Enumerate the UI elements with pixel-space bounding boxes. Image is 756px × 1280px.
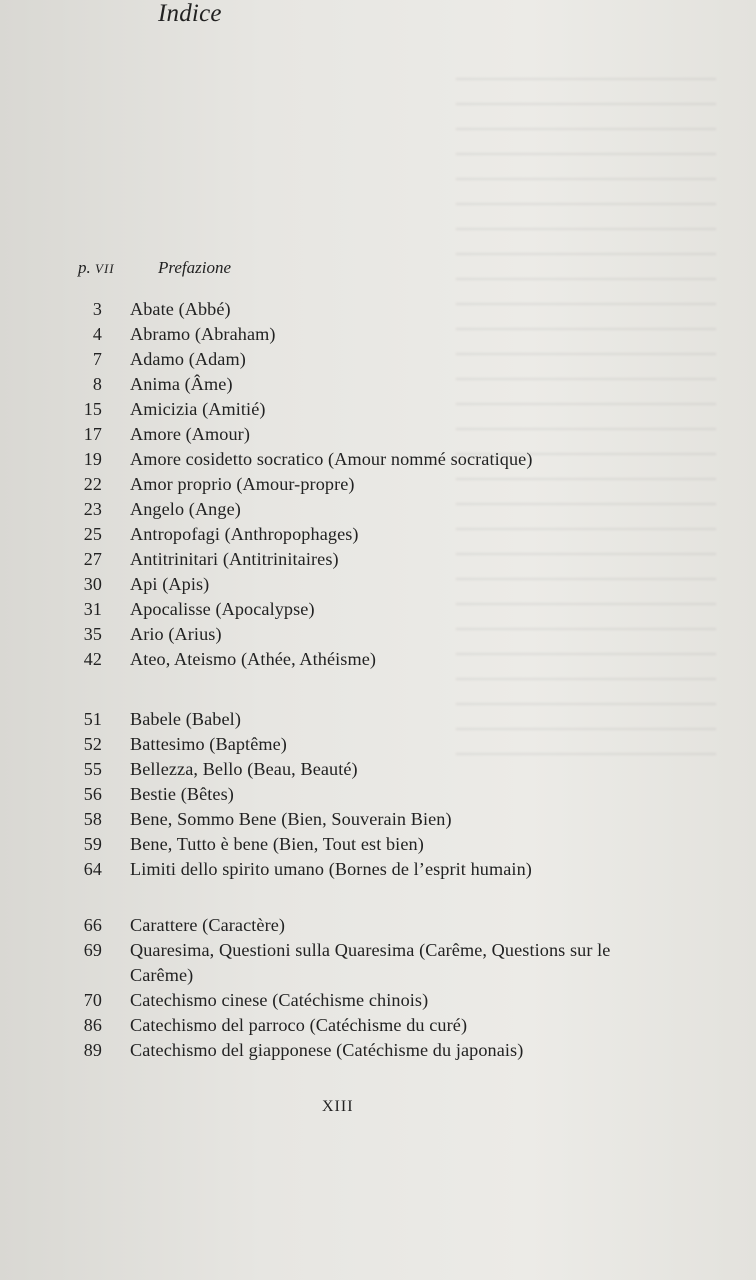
entry-title: Bene, Sommo Bene (Bien, Souverain Bien) (130, 809, 452, 829)
index-entry (0, 857, 756, 882)
entry-page-number: 51 (83, 709, 102, 729)
entry-page-number: 55 (83, 759, 102, 779)
entry-page-number: 17 (83, 424, 102, 444)
preface-page-reference (78, 258, 158, 278)
entry-page-number: 27 (83, 549, 102, 569)
entry-title: Antitrinitari (Antitrinitaires) (130, 549, 339, 569)
index-entry (0, 1013, 756, 1038)
entry-title: Bene, Tutto è bene (Bien, Tout est bien) (130, 834, 424, 854)
index-entry (0, 757, 756, 782)
index-entry (0, 372, 756, 397)
entry-title: Amore (Amour) (130, 424, 250, 444)
entry-title: Abramo (Abraham) (130, 324, 276, 344)
entry-page-number: 56 (83, 784, 102, 804)
index-entry (0, 472, 756, 497)
index-entry (0, 572, 756, 597)
entry-title: Catechismo del parroco (Catéchisme du curé) (130, 1015, 468, 1035)
entry-page-number: 30 (83, 574, 102, 594)
index-entry (0, 1038, 756, 1063)
entry-page-number: 8 (92, 374, 102, 394)
index-entry (0, 782, 756, 807)
entry-title: Ario (Arius) (130, 624, 222, 644)
entry-title: Angelo (Ange) (130, 499, 241, 519)
roman-page-number: VII (95, 261, 115, 276)
entry-page-number: 4 (92, 324, 102, 344)
entry-title: Babele (Babel) (130, 709, 241, 729)
entry-title: Amor proprio (Amour-propre) (130, 474, 355, 494)
entry-page-number: 23 (83, 499, 102, 519)
entry-title: Catechismo del giapponese (Catéchisme du japonais) (130, 1040, 524, 1060)
index-section-c (0, 913, 756, 1063)
index-entry (0, 707, 756, 732)
index-entry (0, 522, 756, 547)
entry-page-number: 42 (83, 649, 102, 669)
index-entry (0, 913, 756, 938)
index-entry (0, 988, 756, 1013)
entry-page-number: 35 (83, 624, 102, 644)
page-prefix: p. (78, 258, 91, 277)
entry-title: Carattere (Caractère) (130, 915, 286, 935)
index-entry (0, 297, 756, 322)
entry-title: Api (Apis) (130, 574, 210, 594)
index-entry (0, 547, 756, 572)
index-section-b (0, 707, 756, 882)
preface-entry (78, 258, 231, 278)
entry-title: Quaresima, Questioni sulla Quaresima (Carême, Questions sur le Carême) (130, 940, 611, 985)
entry-page-number: 15 (83, 399, 102, 419)
index-entry (0, 622, 756, 647)
index-entry (0, 422, 756, 447)
entry-title: Adamo (Adam) (130, 349, 246, 369)
entry-title: Apocalisse (Apocalypse) (130, 599, 315, 619)
entry-page-number: 89 (83, 1040, 102, 1060)
entry-page-number: 64 (83, 859, 102, 879)
entry-page-number: 7 (92, 349, 102, 369)
entry-page-number: 22 (83, 474, 102, 494)
entry-page-number: 69 (83, 940, 102, 960)
entry-title: Catechismo cinese (Catéchisme chinois) (130, 990, 429, 1010)
index-entry (0, 347, 756, 372)
entry-title: Limiti dello spirito umano (Bornes de l’esprit humain) (130, 859, 532, 879)
entry-page-number: 25 (83, 524, 102, 544)
index-entry (0, 807, 756, 832)
index-entry (0, 447, 756, 472)
index-section-a (0, 297, 756, 672)
entry-title: Anima (Âme) (130, 374, 233, 394)
entry-title: Bestie (Bêtes) (130, 784, 234, 804)
index-entry (0, 832, 756, 857)
index-entry (0, 497, 756, 522)
entry-page-number: 58 (83, 809, 102, 829)
entry-page-number: 3 (92, 299, 102, 319)
index-entry (0, 938, 756, 988)
index-entry (0, 322, 756, 347)
index-entry (0, 647, 756, 672)
entry-page-number: 70 (83, 990, 102, 1010)
footer-page-number: XIII (322, 1098, 354, 1115)
entry-page-number: 31 (83, 599, 102, 619)
entry-page-number: 66 (83, 915, 102, 935)
preface-title: Prefazione (158, 258, 232, 277)
entry-title: Antropofagi (Anthropophages) (130, 524, 359, 544)
entry-title: Amore cosidetto socratico (Amour nommé socratique) (130, 449, 533, 469)
entry-title: Amicizia (Amitié) (130, 399, 266, 419)
entry-page-number: 52 (83, 734, 102, 754)
entry-title: Bellezza, Bello (Beau, Beauté) (130, 759, 358, 779)
page-title: Indice (158, 0, 222, 27)
entry-page-number: 86 (83, 1015, 102, 1035)
index-entry (0, 732, 756, 757)
entry-page-number: 59 (83, 834, 102, 854)
index-entry (0, 397, 756, 422)
entry-title: Abate (Abbé) (130, 299, 231, 319)
entry-title: Battesimo (Baptême) (130, 734, 287, 754)
entry-page-number: 19 (83, 449, 102, 469)
index-entry (0, 597, 756, 622)
entry-title: Ateo, Ateismo (Athée, Athéisme) (130, 649, 377, 669)
